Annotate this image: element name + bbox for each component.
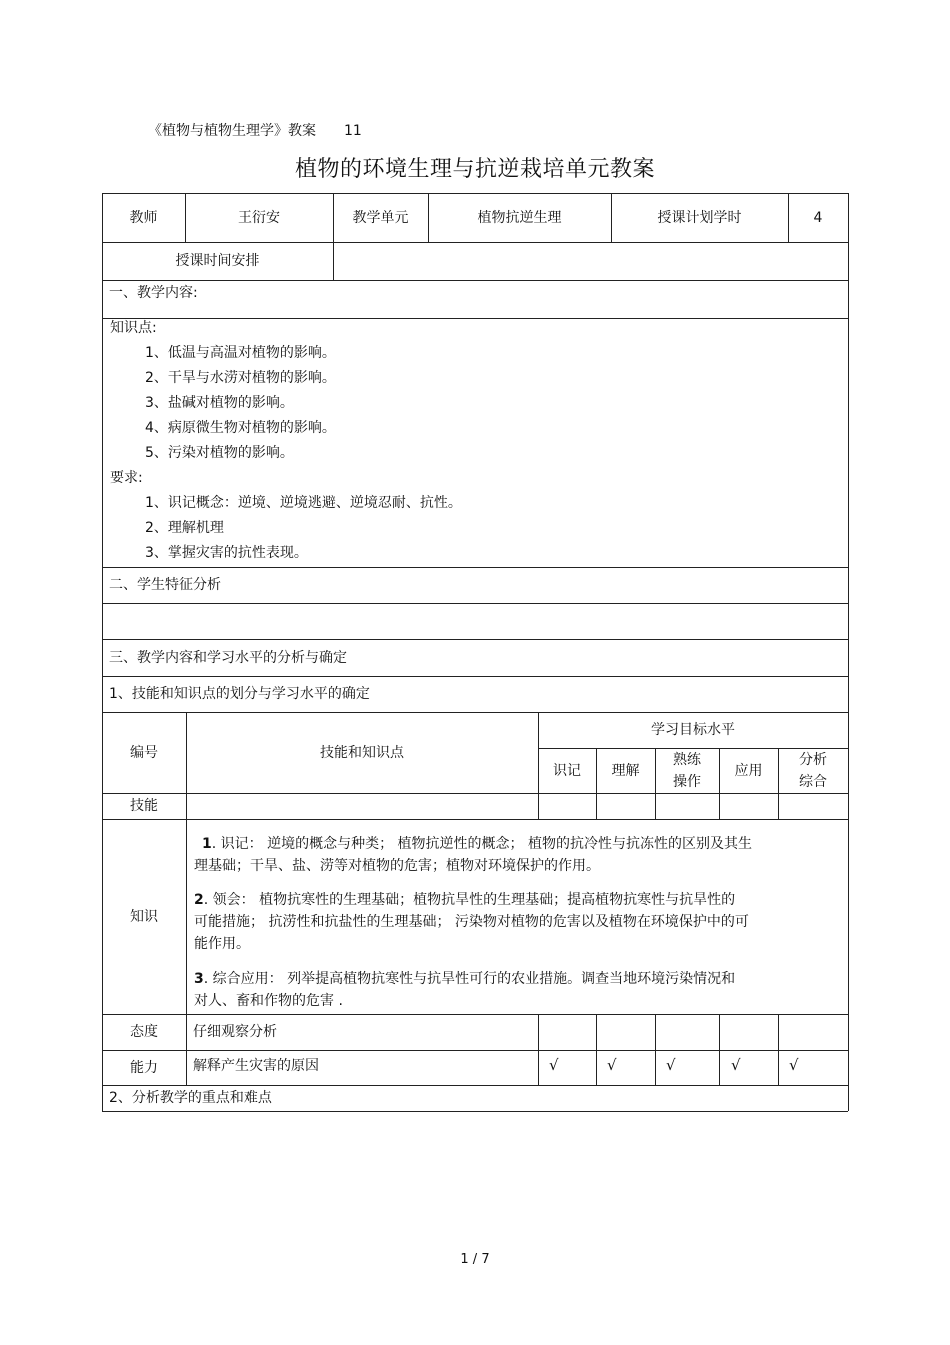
sub1-heading: 1、技能和知识点的划分与学习水平的确定 [109, 686, 370, 702]
knowledge-item: 2、干旱与水涝对植物的影响。 [145, 370, 336, 386]
hours-label: 授课计划学时 [657, 209, 742, 226]
unit-label: 教学单元 [352, 209, 409, 226]
teacher-label: 教师 [129, 209, 158, 226]
requirement-label: 要求: [110, 470, 143, 486]
col-level: 学习目标水平 [651, 722, 735, 738]
section2-heading: 二、学生特征分析 [109, 577, 221, 593]
level-memorize: 识记 [553, 762, 581, 779]
knowledge-label: 知识点: [110, 320, 157, 336]
lesson-number: 11 [344, 123, 362, 139]
section1-heading: 一、教学内容: [109, 284, 198, 301]
attitude-text: 仔细观察分析 [193, 1024, 277, 1040]
section3-heading: 三、教学内容和学习水平的分析与确定 [109, 649, 347, 666]
level-analyze-synthesize [778, 748, 848, 793]
check-mark: √ [607, 1056, 617, 1074]
check-mark: √ [549, 1056, 559, 1074]
knowledge-para-1: 1. 识记： 逆境的概念与种类； 植物抗逆性的概念； 植物的抗冷性与抗冻性的区别及其生 理基础；干旱、盐、涝等对植物的危害；植物对环境保护的作用。 [194, 836, 752, 874]
knowledge-item: 5、污染对植物的影响。 [145, 445, 294, 461]
check-mark: √ [666, 1056, 676, 1074]
unit-name: 植物抗逆生理 [477, 209, 562, 226]
attitude-label: 态度 [130, 1024, 158, 1040]
page-number: 1 / 7 [460, 1252, 490, 1267]
knowledge-row-label: 知识 [130, 908, 158, 925]
col-number: 编号 [130, 744, 158, 761]
level-apply: 应用 [734, 762, 763, 779]
level-proficient: 熟练 [673, 751, 701, 768]
check-mark: √ [731, 1056, 741, 1074]
schedule-label: 授课时间安排 [175, 253, 260, 269]
col-points: 技能和知识点 [320, 744, 404, 761]
level-understand: 理解 [611, 762, 640, 779]
requirement-item: 2、理解机理 [145, 520, 224, 536]
ability-label: 能力 [130, 1059, 158, 1076]
hours-value: 4 [813, 209, 823, 226]
knowledge-item: 4、病原微生物对植物的影响。 [145, 420, 336, 436]
knowledge-item: 1、低温与高温对植物的影响。 [145, 345, 336, 361]
level-proficient-operate [655, 748, 719, 793]
requirement-item: 3、掌握灾害的抗性表现。 [145, 545, 308, 561]
teacher-name: 王衍安 [238, 209, 280, 226]
level-analyze: 分析 [799, 751, 827, 768]
schedule-value [333, 242, 848, 280]
knowledge-item: 3、盐碱对植物的影响。 [145, 395, 294, 411]
level-operate: 操作 [673, 773, 701, 790]
ability-text: 解释产生灾害的原因 [193, 1058, 319, 1074]
sub2-heading: 2、分析教学的重点和难点 [109, 1090, 272, 1106]
check-mark: √ [789, 1056, 799, 1074]
level-synthesize: 综合 [799, 773, 827, 790]
doc-header [148, 120, 362, 140]
page-title: 植物的环境生理与抗逆栽培单元教案 [294, 157, 655, 182]
knowledge-para-3: 3. 综合应用： 列举提高植物抗寒性与抗旱性可行的农业措施。调查当地环境污染情况和 对人、畜和作物的危害 . [194, 971, 736, 1009]
requirement-item: 1、识记概念：逆境、逆境逃避、逆境忍耐、抗性。 [145, 495, 462, 511]
skill-label: 技能 [130, 798, 158, 814]
knowledge-para-2: 2. 领会： 植物抗寒性的生理基础；植物抗旱性的生理基础；提高植物抗寒性与抗旱性的 可能措施； 抗涝性和抗盐性的生理基础； 污染物对植物的危害以及植物在环境保护中的可 能作用。 [194, 892, 749, 952]
course-name: 《植物与植物生理学》教案 [148, 123, 316, 139]
